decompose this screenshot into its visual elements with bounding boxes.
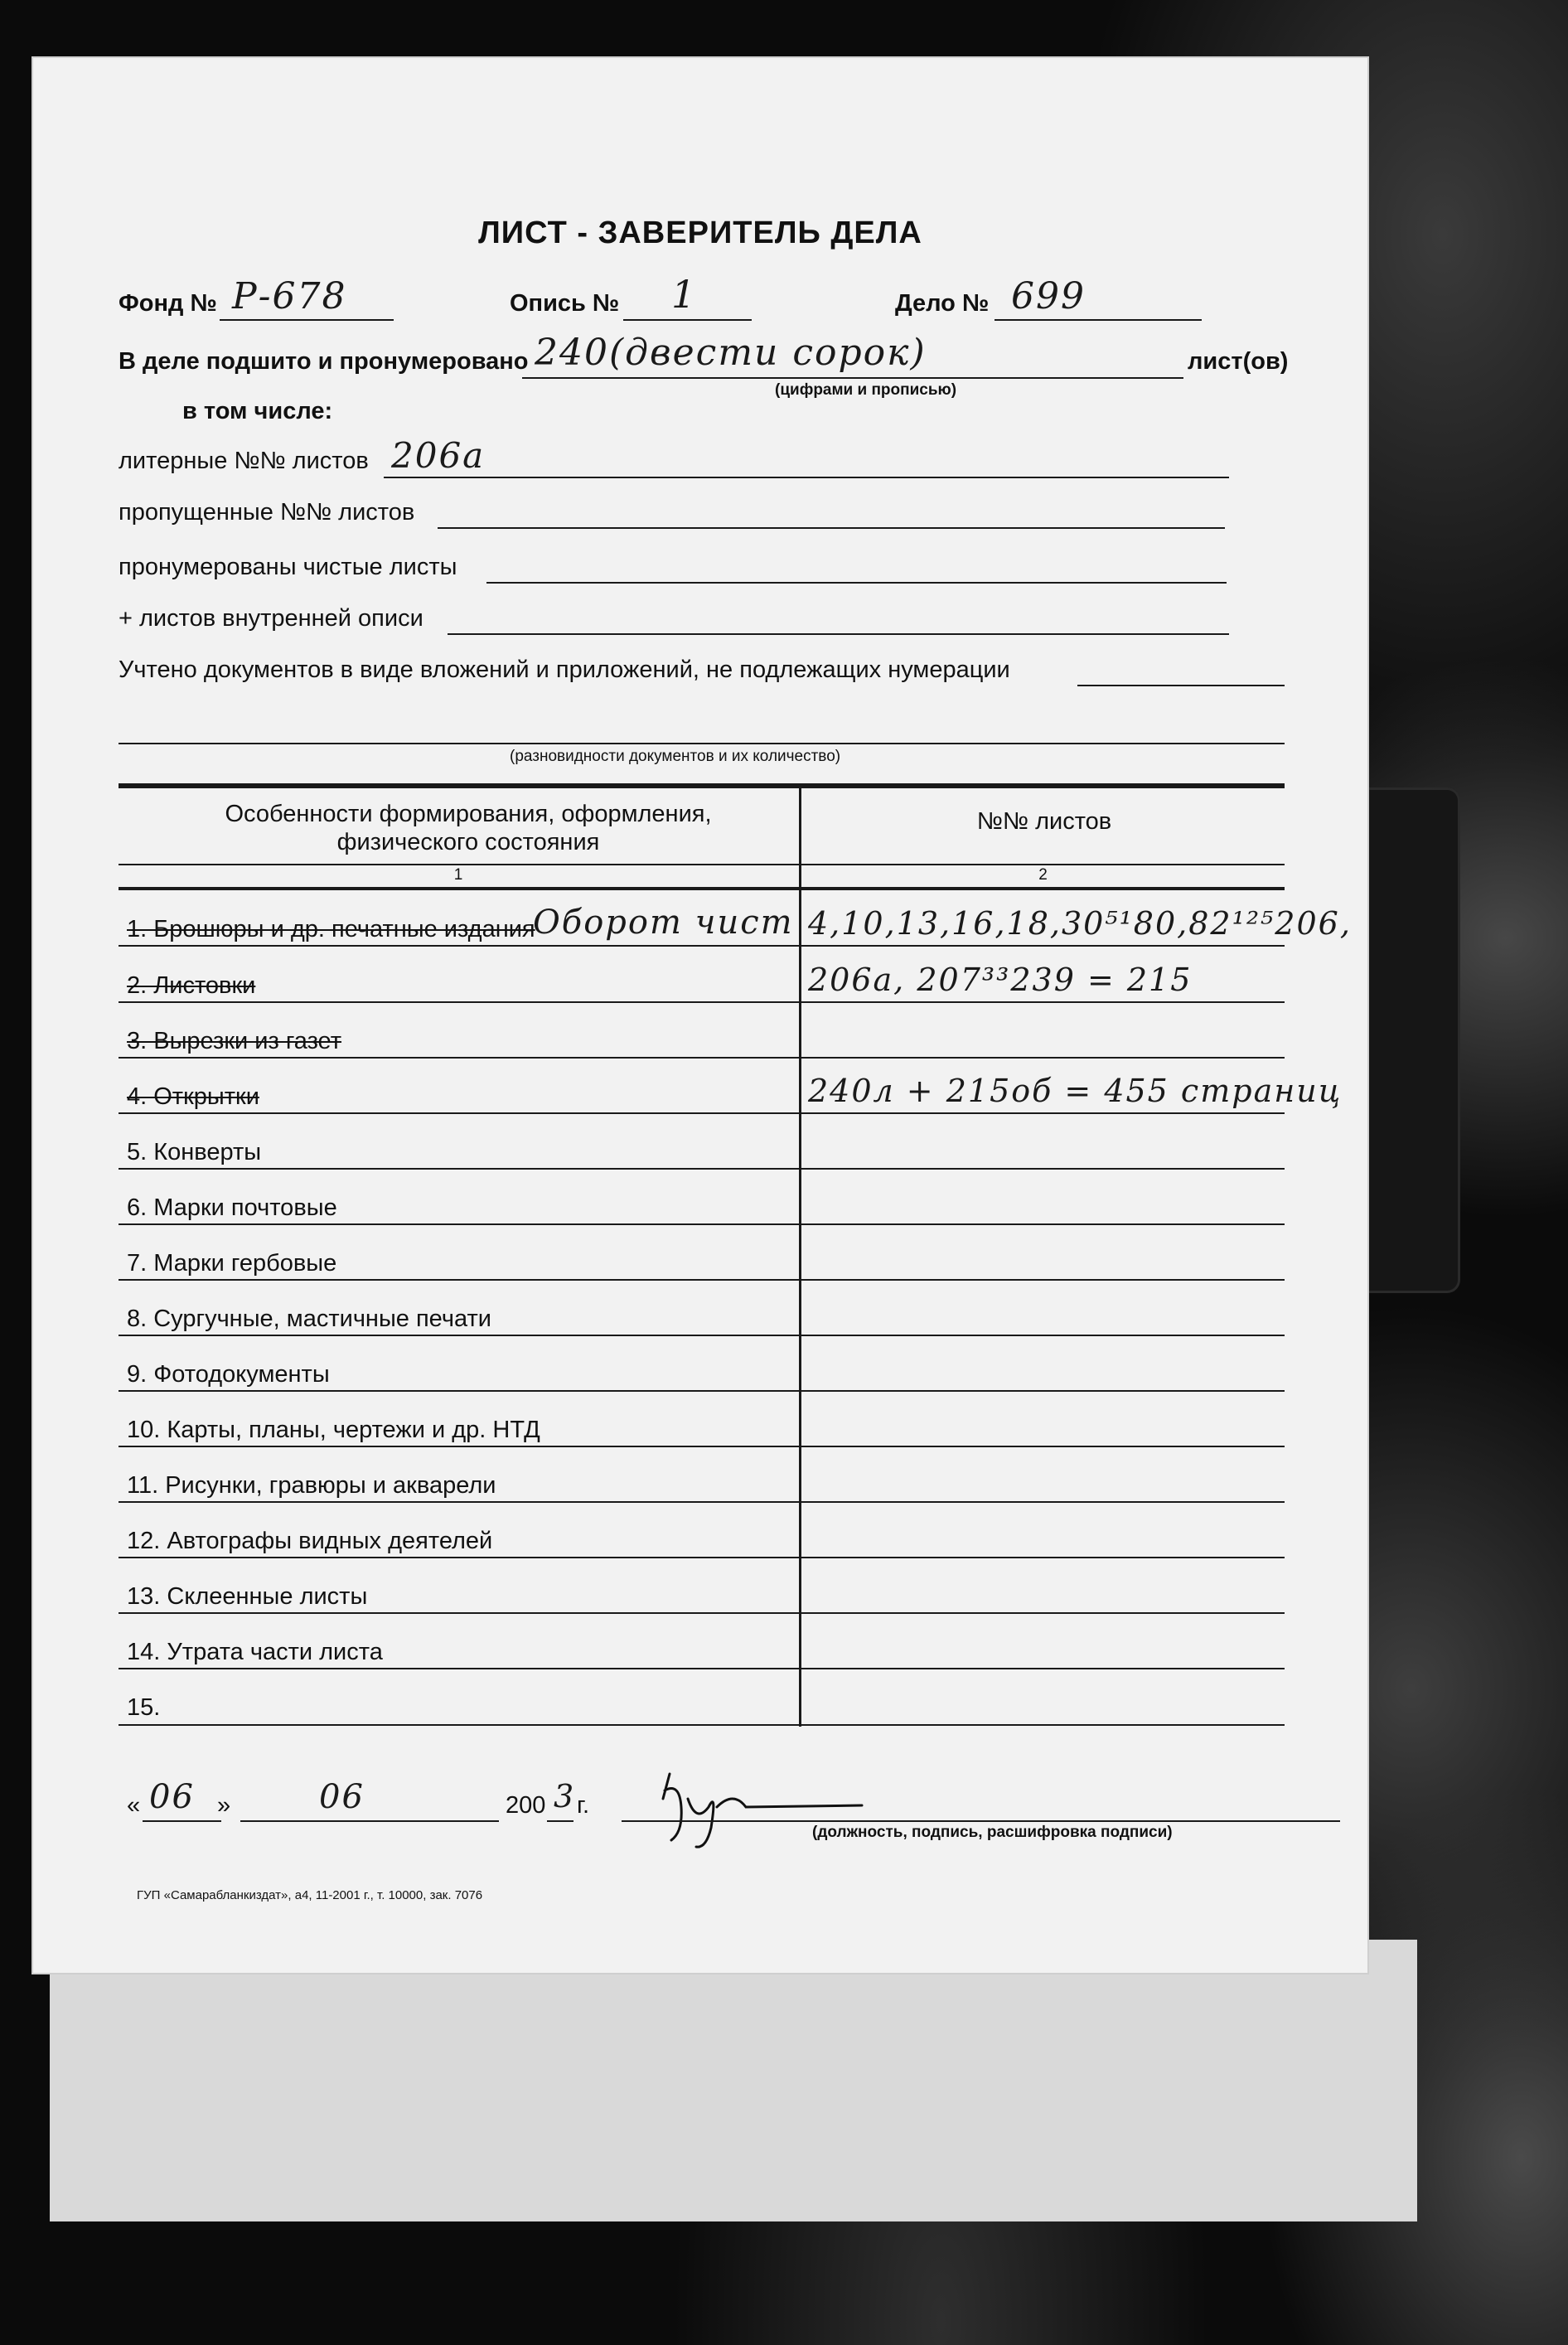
table-row-2-sheets: 206а, 207³³239 = 215: [808, 962, 1193, 998]
fond-value: Р-678: [232, 275, 347, 317]
date-open-quote: «: [127, 1792, 141, 1819]
date-day: 06: [149, 1778, 195, 1816]
field-literal-label: литерные №№ листов: [119, 448, 369, 474]
table-row-11-label: 11. Рисунки, гравюры и акварели: [127, 1472, 496, 1499]
ucheno-label: Учтено документов в виде вложений и приложений, не подлежащих нумерации: [119, 657, 1010, 683]
document-title: ЛИСТ - ЗАВЕРИТЕЛЬ ДЕЛА: [478, 216, 922, 250]
field-literal-value: 206а: [391, 435, 486, 476]
table-row-4-label: 4. Открытки: [127, 1083, 259, 1110]
date-year-digit: 3: [554, 1778, 576, 1814]
table-col1-header: Особенности формирования, оформления, физического состояния: [225, 801, 712, 855]
delo-label: Дело №: [895, 290, 990, 317]
table-row-3-label: 3. Вырезки из газет: [127, 1028, 342, 1054]
date-year-prefix: 200: [506, 1792, 546, 1819]
table-row-10-label: 10. Карты, планы, чертежи и др. НТД: [127, 1417, 540, 1443]
table-row-1-note: Оборот чист: [533, 904, 794, 942]
fond-label: Фонд №: [119, 290, 217, 317]
signature-hint: (должность, подпись, расшифровка подписи): [812, 1824, 1173, 1841]
table-col2-header: №№ листов: [976, 808, 1112, 835]
date-month: 06: [319, 1778, 365, 1816]
table-row-12-label: 12. Автографы видных деятелей: [127, 1528, 493, 1554]
field-internal-label: + листов внутренней описи: [119, 605, 423, 632]
table-row-2-label: 2. Листовки: [127, 972, 256, 999]
table-row-14-label: 14. Утрата части листа: [127, 1639, 383, 1665]
table-row-9-label: 9. Фотодокументы: [127, 1361, 330, 1388]
table-col1-num: 1: [453, 866, 463, 884]
podshito-value: 240(двести сорок): [535, 332, 927, 374]
v-tom-chisle: в том числе:: [182, 398, 333, 424]
podshito-suffix: лист(ов): [1188, 348, 1289, 375]
table-row-13-label: 13. Склеенные листы: [127, 1583, 368, 1610]
table-row-4-sheets: 240л + 215об = 455 страниц: [808, 1073, 1343, 1109]
table-row-7-label: 7. Марки гербовые: [127, 1250, 337, 1277]
table-row-1-sheets: 4,10,13,16,18,30⁵¹80,82¹²⁵206,: [808, 905, 1352, 942]
podshito-hint: (цифрами и прописью): [775, 381, 957, 399]
field-blank-label: пронумерованы чистые листы: [119, 554, 457, 580]
table-row-15-label: 15.: [127, 1694, 161, 1721]
table-row-5-label: 5. Конверты: [127, 1139, 262, 1165]
table-row-8-label: 8. Сургучные, мастичные печати: [127, 1306, 491, 1332]
document-sheet: [33, 58, 1367, 1973]
table-col2-num: 2: [1038, 866, 1048, 884]
opis-label: Опись №: [510, 290, 620, 317]
podshito-label: В деле подшито и пронумеровано: [119, 348, 529, 375]
date-close-quote: »: [217, 1792, 231, 1819]
printer-imprint: ГУП «Самарабланкиздат», а4, 11-2001 г., т. 10000, зак. 7076: [137, 1888, 483, 1902]
ucheno-hint: (разновидности документов и их количество): [510, 748, 841, 765]
field-skipped-label: пропущенные №№ листов: [119, 499, 415, 526]
underlying-sheet: [50, 1940, 1417, 2221]
delo-value: 699: [1011, 275, 1086, 317]
date-year-suffix: г.: [577, 1792, 590, 1819]
table-row-1-label: 1. Брошюры и др. печатные издания: [127, 916, 535, 942]
table-row-6-label: 6. Марки почтовые: [127, 1194, 337, 1221]
opis-value: 1: [671, 272, 698, 317]
